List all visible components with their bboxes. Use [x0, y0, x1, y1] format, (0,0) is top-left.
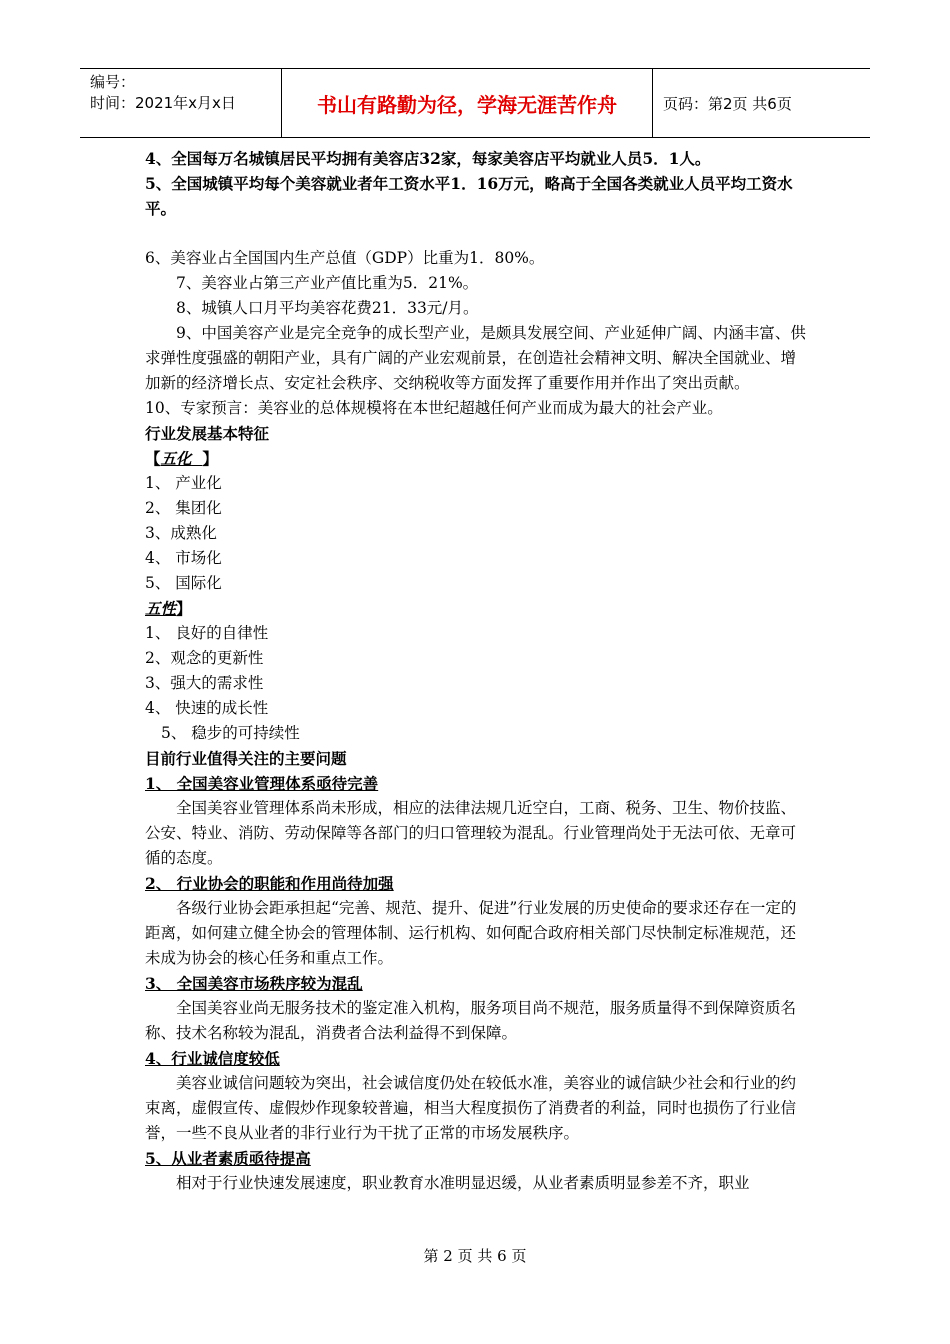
issue-title-5: 5、从业者素质亟待提高 [145, 1149, 311, 1168]
wuhua-bracket-open: 【 [145, 449, 161, 468]
issue-title-1: 1、 全国美容业管理体系亟待完善 [145, 774, 379, 793]
list-item: 5、 稳步的可持续性 [161, 724, 300, 742]
list-item: 3、强大的需求性 [145, 674, 264, 692]
header-meta [80, 69, 282, 137]
paragraph-6: 6、美容业占全国国内生产总值（GDP）比重为1．80%。 [145, 249, 545, 267]
issue-body-1: 全国美容业管理体系尚未形成，相应的法律法规几近空白，工商、税务、卫生、物价技监、公安、特业、消防、劳动保障等各部门的归口管理较为混乱。行业管理尚处于无法可依、无章可循的态度。 [145, 799, 797, 867]
issue-title-3: 3、 全国美容市场秩序较为混乱 [145, 974, 363, 993]
wuhua-bracket-close: 】 [202, 449, 218, 468]
issue-body-3: 全国美容业尚无服务技术的鉴定准入机构，服务项目尚不规范，服务质量得不到保障资质名称、技术名称较为混乱，消费者合法利益得不到保障。 [145, 999, 797, 1042]
list-item: 2、观念的更新性 [145, 649, 264, 667]
header-motto: 书山有路勤为径，学海无涯苦作舟 [282, 69, 653, 137]
page-footer: 第 2 页 共 6 页 [423, 1247, 527, 1265]
section-heading-issues: 目前行业值得关注的主要问题 [145, 749, 347, 768]
issue-body-5: 相对于行业快速发展速度，职业教育水准明显迟缓，从业者素质明显参差不齐，职业 [176, 1174, 750, 1192]
list-item: 3、成熟化 [145, 524, 217, 542]
section-heading-features: 行业发展基本特征 [145, 424, 270, 443]
blank-line [145, 221, 810, 246]
document-body [145, 146, 810, 1196]
wuxing-bracket-close: 】 [176, 599, 192, 618]
paragraph-10: 10、专家预言：美容业的总体规模将在本世纪超越任何产业而成为最大的社会产业。 [145, 399, 723, 417]
list-item: 2、 集团化 [145, 499, 222, 517]
paragraph-9: 9、中国美容产业是完全竞争的成长型产业，是颇具发展空间、产业延伸广阔、内涵丰富、供求弹性度强盛的朝阳产业，具有广阔的产业宏观前景，在创造社会精神文明、解决全国就业、增加新的经济增长点、安定社会秩序、交纳税收等方面发挥了重要作用并作出了突出贡献。 [145, 324, 806, 392]
header-page-info: 页码：第2页 共6页 [663, 94, 792, 113]
header-time-label: 时间：2021年x月x日 [90, 94, 236, 112]
issue-title-2: 2、 行业协会的职能和作用尚待加强 [145, 874, 394, 893]
wuxing-title: 五性 [145, 599, 177, 618]
wuhua-title: 五化 [160, 449, 192, 468]
page-header [80, 68, 870, 138]
list-item: 5、 国际化 [145, 574, 222, 592]
issue-body-2: 各级行业协会距承担起“完善、规范、提升、促进”行业发展的历史使命的要求还存在一定的距离，如何建立健全协会的管理体制、运行机构、如何配合政府相关部门尽快制定标准规范，还未成为协会的核心任务和重点工作。 [145, 899, 797, 967]
paragraph-4: 4、全国每万名城镇居民平均拥有美容店32家，每家美容店平均就业人员5．1人。 [145, 149, 711, 168]
list-item: 1、 良好的自律性 [145, 624, 269, 642]
list-item: 4、 市场化 [145, 549, 222, 567]
paragraph-5: 5、全国城镇平均每个美容就业者年工资水平1．16万元，略高于全国各类就业人员平均工资水平。 [145, 174, 793, 218]
issue-body-4: 美容业诚信问题较为突出，社会诚信度仍处在较低水准，美容业的诚信缺少社会和行业的约束离，虚假宣传、虚假炒作现象较普遍，相当大程度损伤了消费者的利益，同时也损伤了行业信誉，一些不良从业者的非行业行为干扰了正常的市场发展秩序。 [145, 1074, 797, 1142]
list-item: 1、 产业化 [145, 474, 222, 492]
paragraph-8: 8、城镇人口月平均美容花费21．33元/月。 [176, 299, 479, 317]
wuhua-heading [145, 446, 810, 471]
paragraph-7: 7、美容业占第三产业产值比重为5．21%。 [176, 274, 479, 292]
issue-title-4: 4、行业诚信度较低 [145, 1049, 280, 1068]
header-number-label: 编号： [90, 73, 136, 91]
wuxing-heading [145, 596, 810, 621]
list-item: 4、 快速的成长性 [145, 699, 269, 717]
